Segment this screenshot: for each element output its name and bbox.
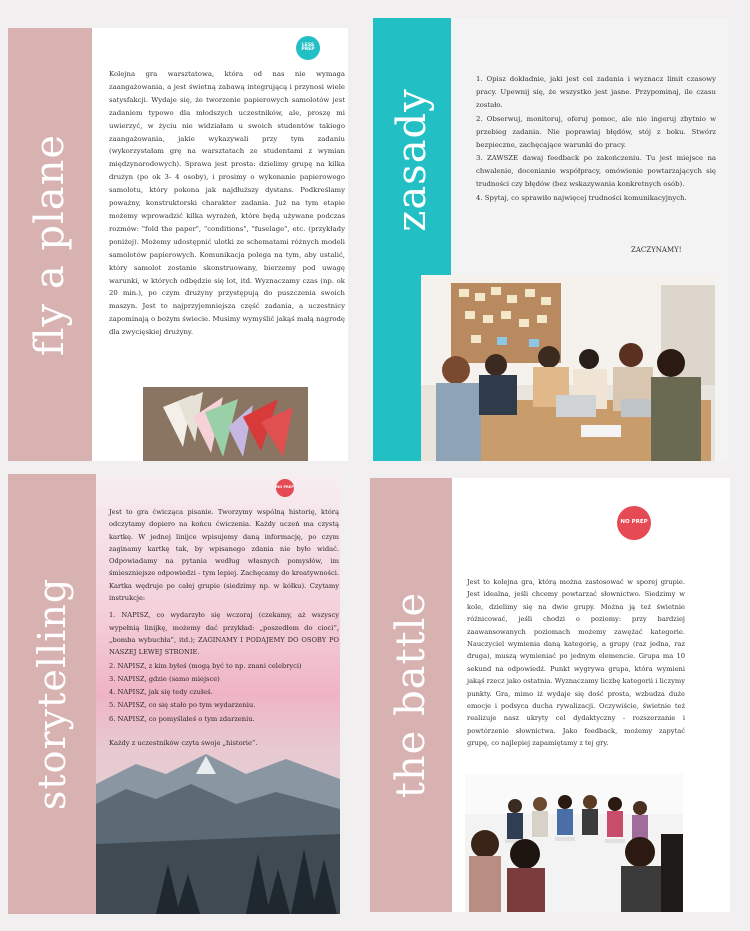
storytelling-step: 5. NAPISZ, co się stało po tym wydarzeniu. [109,701,256,710]
panel-zasady [373,18,728,461]
badge-less-prep-label: LESS PREP [301,42,315,52]
rule-item: 1. Opisz dokładnie, jaki jest cel zadania i wyznacz limit czasowy pracy. Upewnij się, że wszystko jest jasne. Przypominaj, ile czasu zostało. [476,75,716,109]
paper-planes-image [143,387,308,461]
rules-block [476,73,716,206]
badge-no-prep-battle [617,506,651,540]
title-storytelling: storytelling [30,577,74,811]
storytelling-intro: Jest to gra ćwicząca pisanie. Tworzymy wspólną historię, którą odczytamy dopiero na końcu ćwiczenia. Każdy uczeń ma czystą kartkę. W jednej linijce wpisujemy daną informację, po czym zaginamy kartkę tak, by wpisanego zdania nie było widać. Odpowiadamy na pytania według własnych pomysłów, im śmieszniejsze odpowiedzi - tym lepiej. Zachęcamy do kreatywności. Kartka wędruje po całej grupie (siedzimy np. w kółku). Czytamy instrukcje: [109,508,339,603]
badge-no-prep-storytelling [276,479,294,497]
the-battle-text: Jest to kolejna gra, którą można zastosować w sporej grupie. Jest idealna, jeśli chcemy powtarzać słownictwo. Siedzimy w kole, dzielimy się na dwie grupy. Można ją też świetnie różnicować, jeśli chodzi o poziomy: przy bardziej zaawansowanych poziomach możemy zawężać kategorie. Nauczyciel wymienia daną kategorię, a grupy (raz jedna, raz druga), muszą wymieniać po jednym elemencie. Grupa ma 10 sekund na odpowiedź. Punkt wygrywa grupa, która wymieni jakąś rzecz jako ostatnia. Wyznaczamy liczbę kategorii i liczymy punkty. Gra, mimo iż wydaje się dość prosta, wzbudza duże emocje i podsyca ducha rywalizacji. Oczywiście, świetnie też realizuje nasz ukryty cel dydaktyczny - rozszerzanie i powtórzenie słownictwa. Jako feedback, możemy zapytać grupę, co najlepiej zapamiętamy z tej gry. [467,578,685,748]
panel-storytelling [8,474,340,914]
fly-a-plane-text: Kolejna gra warsztatowa, która od nas nie wymaga zaangażowania, a jest świetną zabawą integrującą i przynosi wiele satysfakcji. Wydaje się, że tworzenie papierowych samolotów jest zadaniem typowo dla młodszych uczestników, ale, proszę mi uwierzyć, w życiu nie widziałam u swoich studentów takiego zaangażowania, jakie wykazywali przy tym zadaniu (wykorzystałam grę na warsztatach ze studentami z wymian międzynarodowych). Sprawa jest prosta: dzielimy grupę na kilka drużyn (po ok 3- 4 osoby), i prosimy o wykonanie papierowego samolotu, który pokona jak najdłuższy dystans. Podkreślamy poważny, konstruktorski charakter zadania. Już na tym etapie możemy wprowadzić kilka wyrażeń, które będą używane podczas rozmów: "fold the paper", "conditions", "fuselage", etc. (przykłady poniżej). Możemy udostępnić ulotki ze schematami różnych modeli samolotów papierowych. Komunikacja polega na tym, aby ustalić, który samolot zostanie skonstruowany, bierzemy pod uwagę warunki, w których odbędzie się lot, itd. Wyznaczamy czas (np. ok 20 min.), po czym drużyny przystępują do puszczenia swoich maszyn. Jest to najprzyjemniejsza część zadania, a uczestnicy zapominają o bożym świecie. Musimy wymyślić jakąś małą nagrodę dla zwycięskiej drużyny. [109,70,345,337]
storytelling-step: 4. NAPISZ, jak się tedy czułeś. [109,688,213,697]
storytelling-step: 1. NAPISZ, co wydarzyło się wczoraj (czekamy, aż wszyscy wypełnią linijkę, możemy dać przykład: „poszedłem do cioci”, „bomba wybuchła”, itd.); ZAGINAMY I PODAJEMY DO OSOBY PO NASZEJ LEWEJ STRONIE. [109,611,339,657]
storytelling-text [109,506,339,749]
badge-no-prep-label: NO PREP [620,519,648,526]
panel-the-battle [370,478,730,912]
rule-item: 4. Spytaj, co sprawiło najwięcej trudności komunikacyjnych. [476,194,687,203]
storytelling-step: 2. NAPISZ, z kim byłeś (mogą być to np. znani celebryci) [109,661,302,670]
title-zasady: zasady [389,87,435,232]
rule-item: 3. ZAWSZE dawaj feedback po zakończeniu. Tu jest miejsce na chwalenie, docenianie współpracy, omówienie powtarzających się trudności czy błędów (bez wskazywania konkretnych osób). [476,154,716,189]
sidebar-the-battle [370,478,452,912]
storytelling-outro: Każdy z uczestników czyta swoje „historie”. [109,739,258,748]
storytelling-step: 6. NAPISZ, co pomyślałeś o tym zdarzeniu. [109,714,255,723]
sidebar-storytelling [8,474,96,914]
badge-no-prep-label: NO PREP [276,485,294,490]
team-meeting-image [421,275,715,461]
zaczynamy-label: ZACZYNAMY! [631,246,682,254]
storytelling-step: 3. NAPISZ, gdzie (samo miejsce) [109,674,220,683]
rules-list [476,73,716,205]
panel-fly-a-plane [8,28,348,461]
badge-less-prep [296,36,320,60]
title-fly-a-plane: fly a plane [27,133,73,356]
title-the-battle: the battle [388,591,435,799]
sidebar-fly-a-plane [8,28,92,461]
group-circle-image [465,774,683,912]
rule-item: 2. Obserwuj, monitoruj, oferuj pomoc, ale nie ingeruj zbytnio w przebieg zadania. Nie poprawiaj błędów, stój z boku. Stwórz bezpieczne, zachęcające warunki do pracy. [476,114,716,149]
